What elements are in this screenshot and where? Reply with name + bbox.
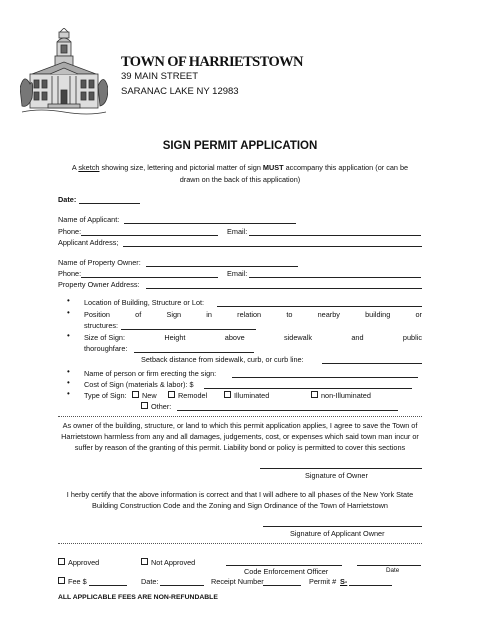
permit-field[interactable] xyxy=(349,585,392,586)
applicant-signature-field[interactable] xyxy=(263,526,422,527)
location-field[interactable] xyxy=(217,306,422,307)
applicant-signature-label: Signature of Applicant Owner xyxy=(290,529,385,538)
type-illuminated-checkbox[interactable]: Illuminated xyxy=(224,391,269,400)
applicant-address-field[interactable] xyxy=(123,246,422,247)
type-label: Type of Sign: xyxy=(84,391,127,400)
applicant-email-field[interactable] xyxy=(249,235,421,236)
type-new-checkbox[interactable]: New xyxy=(132,391,157,400)
town-street: 39 MAIN STREET xyxy=(121,71,199,82)
ceo-date-label: Date xyxy=(386,567,400,574)
date-field[interactable] xyxy=(79,203,140,204)
type-other-checkbox[interactable]: Other: xyxy=(141,402,171,411)
applicant-name-field[interactable] xyxy=(124,223,296,224)
location-label: Location of Building, Structure or Lot: xyxy=(84,298,205,307)
owner-name-label: Name of Property Owner: xyxy=(58,258,141,267)
applicant-email-label: Email: xyxy=(227,227,248,236)
type-other-field[interactable] xyxy=(177,410,398,411)
bullet-icon: • xyxy=(67,389,70,398)
owner-address-field[interactable] xyxy=(146,288,422,289)
town-city: SARANAC LAKE NY 12983 xyxy=(121,86,239,97)
owner-signature-label: Signature of Owner xyxy=(305,471,368,480)
type-remodel-checkbox[interactable]: Remodel xyxy=(168,391,207,400)
ceo-date-field[interactable] xyxy=(357,565,421,566)
owner-email-label: Email: xyxy=(227,269,248,278)
permit-label: Permit # xyxy=(309,577,337,586)
not-approved-checkbox[interactable]: Not Approved xyxy=(141,558,195,567)
bullet-icon: • xyxy=(67,308,70,317)
date-label: Date: xyxy=(58,195,77,204)
office-date-label: Date: xyxy=(141,577,159,586)
type-non-illuminated-checkbox[interactable]: non-Illuminated xyxy=(311,391,371,400)
town-hall-illustration xyxy=(20,28,108,118)
cost-label: Cost of Sign (materials & labor): $ xyxy=(84,380,194,389)
liability-line2: Harrietstown harmless from any and all damages, judgements, cost, or expenses which said town man incur or xyxy=(61,432,419,441)
liability-line1: As owner of the building, structure, or land to which this permit application applies, I agree to save the Town of xyxy=(62,421,418,430)
owner-address-label: Property Owner Address: xyxy=(58,280,140,289)
town-name: TOWN OF HARRIETSTOWN xyxy=(121,54,303,70)
owner-signature-field[interactable] xyxy=(260,468,422,469)
divider xyxy=(58,543,422,544)
structures-field[interactable] xyxy=(121,329,256,330)
thoroughfare-field[interactable] xyxy=(134,352,254,353)
owner-email-field[interactable] xyxy=(249,277,421,278)
position-label: Position of Sign in relation to nearby building or xyxy=(84,310,422,319)
applicant-phone-field[interactable] xyxy=(81,235,218,236)
cost-field[interactable] xyxy=(204,388,412,389)
approved-checkbox[interactable]: Approved xyxy=(58,558,99,567)
setback-field[interactable] xyxy=(322,363,422,364)
certify-line2: Building Construction Code and the Zoning and Sign Ordinance of the Town of Harrietstown xyxy=(92,501,388,510)
bullet-icon: • xyxy=(67,378,70,387)
instructions-line2: drawn on the back of this application) xyxy=(179,175,301,184)
size-label: Size of Sign: Height above sidewalk and public xyxy=(84,333,422,342)
instructions-line1: A sketch showing size, lettering and pictorial matter of sign MUST accompany this application (or can be xyxy=(71,163,409,172)
non-refundable-notice: ALL APPLICABLE FEES ARE NON-REFUNDABLE xyxy=(58,594,218,601)
owner-phone-label: Phone: xyxy=(58,269,82,278)
fee-field[interactable] xyxy=(89,585,127,586)
ceo-signature-field[interactable] xyxy=(226,565,342,566)
liability-line3: suffer by reason of the granting of this permit. Liability bond or policy is permitted to cover this sections xyxy=(74,443,406,452)
office-date-field[interactable] xyxy=(160,585,204,586)
owner-name-field[interactable] xyxy=(146,266,298,267)
fee-label: Fee $ xyxy=(58,577,87,586)
receipt-field[interactable] xyxy=(263,585,301,586)
applicant-name-label: Name of Applicant: xyxy=(58,215,120,224)
applicant-phone-label: Phone: xyxy=(58,227,82,236)
certify-line1: I herby certify that the above information is correct and that I will adhere to all phases of the New York State xyxy=(66,490,414,499)
owner-phone-field[interactable] xyxy=(81,277,218,278)
divider xyxy=(58,416,422,417)
permit-prefix: S- xyxy=(340,577,348,586)
bullet-icon: • xyxy=(67,331,70,340)
bullet-icon: • xyxy=(67,367,70,376)
applicant-address-label: Applicant Address; xyxy=(58,238,119,247)
bullet-icon: • xyxy=(67,296,70,305)
receipt-label: Receipt Number xyxy=(211,577,264,586)
ceo-label: Code Enforcement Officer xyxy=(244,567,329,576)
erector-label: Name of person or firm erecting the sign: xyxy=(84,369,217,378)
form-title: SIGN PERMIT APPLICATION xyxy=(162,140,318,152)
erector-field[interactable] xyxy=(232,377,418,378)
structures-label: structures: xyxy=(84,321,119,330)
thoroughfare-label: thoroughfare: xyxy=(84,344,128,353)
setback-label: Setback distance from sidewalk, curb, or curb line: xyxy=(141,355,304,364)
